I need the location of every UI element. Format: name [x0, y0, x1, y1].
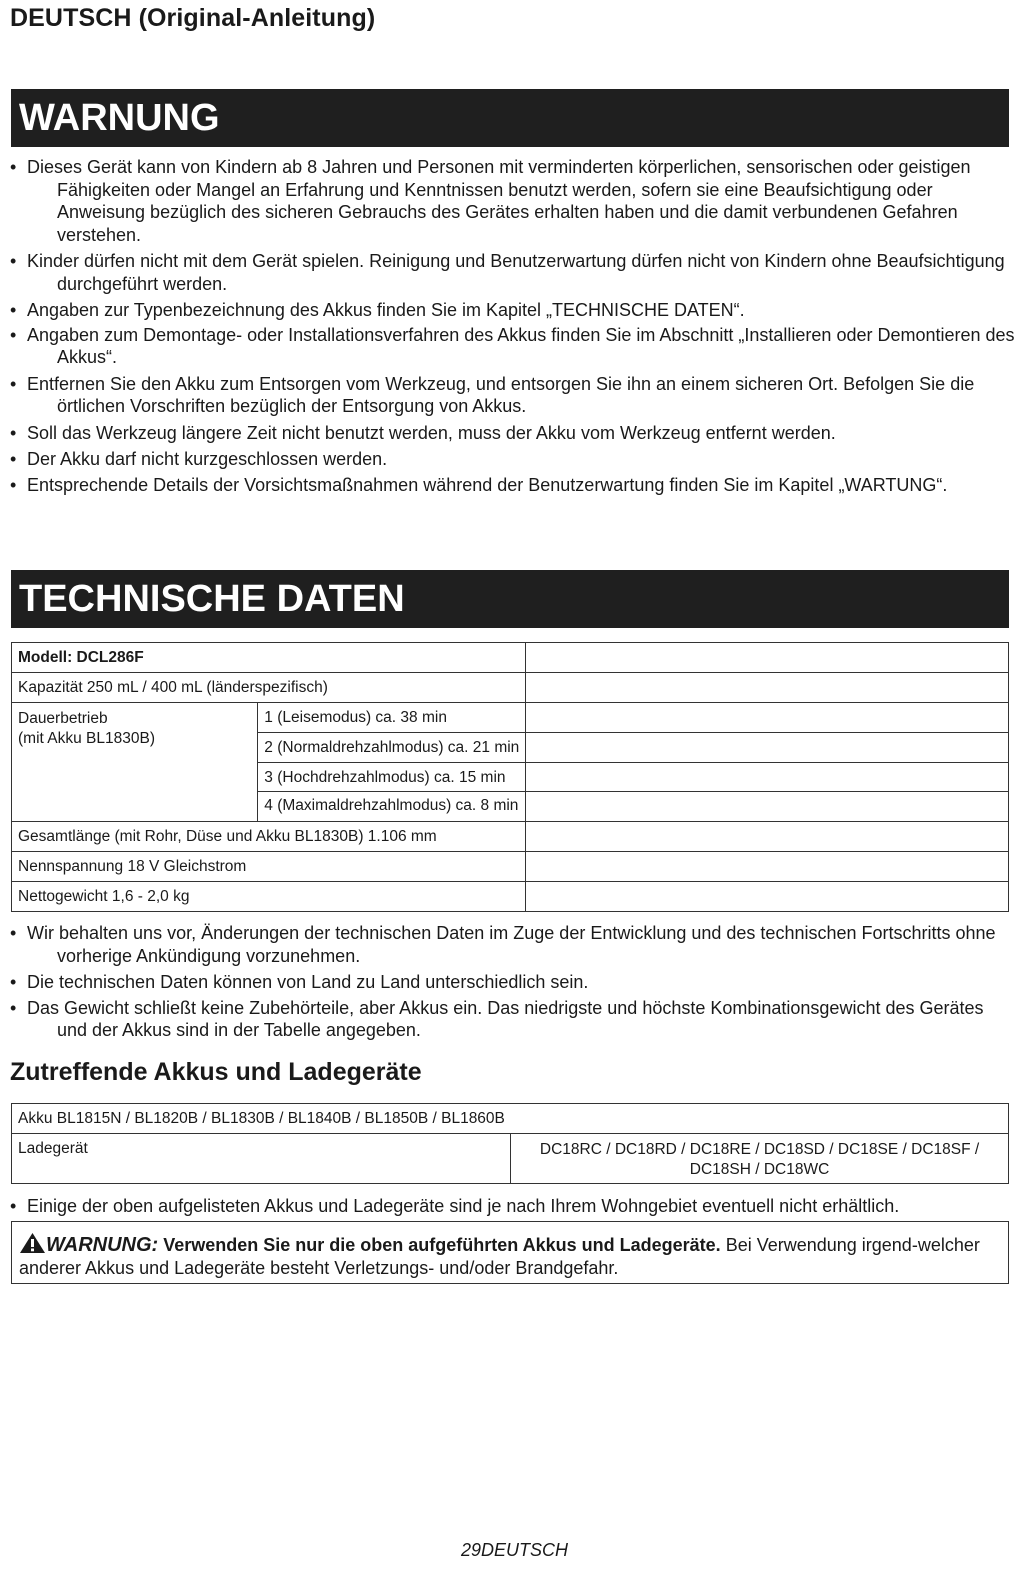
spec-empty-cell — [526, 703, 1009, 733]
warning-label: WARNUNG: — [46, 1234, 159, 1256]
spec-continuous-label — [12, 703, 258, 822]
spec-continuous-title: Dauerbetrieb — [18, 710, 108, 727]
list-item: • Angaben zur Typenbezeichnung des Akkus finden Sie im Kapitel „TECHNISCHE DATEN“. — [10, 299, 1015, 322]
charger-label: Ladegerät — [12, 1134, 511, 1184]
warning-bold-text: Verwenden Sie nur die oben aufgeführten Akkus und Ladegeräte. — [163, 1235, 721, 1255]
warning-heading-text: WARNUNG — [19, 96, 220, 139]
warning-box — [11, 1221, 1009, 1284]
spec-weight: Nettogewicht 1,6 - 2,0 kg — [12, 882, 526, 912]
spec-model: Modell: DCL286F — [12, 643, 526, 673]
page-number: 29DEUTSCH — [460, 1540, 569, 1560]
tech-notes-list — [10, 922, 1015, 1042]
spec-mode: 3 (Hochdrehzahlmodus) ca. 15 min — [258, 763, 526, 792]
spec-mode: 2 (Normaldrehzahlmodus) ca. 21 min — [258, 733, 526, 763]
warning-heading — [11, 89, 1009, 147]
spec-continuous-subtitle: (mit Akku BL1830B) — [18, 730, 155, 747]
tech-data-heading-text: TECHNISCHE DATEN — [19, 577, 405, 620]
spec-table — [11, 642, 1009, 912]
list-item: • Soll das Werkzeug längere Zeit nicht benutzt werden, muss der Akku vom Werkzeug entfernt werden. — [10, 422, 1015, 445]
spec-empty-cell — [526, 763, 1009, 792]
warning-text: Bei Verwendung irgend-welcher anderer Akkus und Ladegeräte besteht Verletzungs- und/oder Brandgefahr. — [19, 1235, 980, 1278]
list-item: • Wir behalten uns vor, Änderungen der technischen Daten im Zuge der Entwicklung und des technischen Fortschritts ohne vorherige Ankündigung vorzunehmen. — [10, 922, 1015, 967]
list-item: • Kinder dürfen nicht mit dem Gerät spielen. Reinigung und Benutzerwartung dürfen nicht von Kindern ohne Beaufsichtigung durchgeführt werden. — [10, 250, 1015, 295]
spec-voltage: Nennspannung 18 V Gleichstrom — [12, 852, 526, 882]
list-item: • Entsprechende Details der Vorsichtsmaßnahmen während der Benutzerwartung finden Sie im Kapitel „WARTUNG“. — [10, 474, 1015, 497]
spec-mode: 1 (Leisemodus) ca. 38 min — [258, 703, 526, 733]
battery-table — [11, 1103, 1009, 1184]
list-item: • Angaben zum Demontage- oder Installationsverfahren des Akkus finden Sie im Abschnitt „Installieren oder Demontieren des Akkus“. — [10, 324, 1015, 369]
list-item: • Das Gewicht schließt keine Zubehörteile, aber Akkus ein. Das niedrigste und höchste Kombinationsgewicht des Gerätes und der Akkus sind in der Tabelle angegeben. — [10, 997, 1015, 1042]
warning-triangle-icon — [19, 1232, 46, 1254]
battery-models: Akku BL1815N / BL1820B / BL1830B / BL1840B / BL1850B / BL1860B — [12, 1104, 1009, 1134]
tech-data-heading — [11, 570, 1009, 628]
spec-empty-cell — [526, 822, 1009, 852]
spec-empty-cell — [526, 643, 1009, 673]
spec-mode: 4 (Maximaldrehzahlmodus) ca. 8 min — [258, 792, 526, 822]
list-item: • Dieses Gerät kann von Kindern ab 8 Jahren und Personen mit verminderten körperlichen, sensorischen oder geistigen Fähigkeiten oder Mangel an Erfahrung und Kenntnissen benutzt werden, sofern sie eine Beaufsichtigung oder Anweisung bezüglich des sicheren Gebrauchs des Gerätes erhalten haben und die damit verbundenen Gefahren verstehen. — [10, 156, 1015, 246]
list-item: • Einige der oben aufgelisteten Akkus und Ladegeräte sind je nach Ihrem Wohngebiet eventuell nicht erhältlich. — [10, 1195, 1015, 1218]
spec-empty-cell — [526, 673, 1009, 703]
list-item: • Die technischen Daten können von Land zu Land unterschiedlich sein. — [10, 971, 1015, 994]
spec-empty-cell — [526, 792, 1009, 822]
page-title: DEUTSCH (Original-Anleitung) — [10, 4, 376, 32]
spec-empty-cell — [526, 733, 1009, 763]
warning-list — [10, 156, 1015, 496]
spec-empty-cell — [526, 852, 1009, 882]
spec-empty-cell — [526, 882, 1009, 912]
charger-models — [511, 1134, 1009, 1184]
list-item: • Entfernen Sie den Akku zum Entsorgen vom Werkzeug, und entsorgen Sie ihn an einem sicheren Ort. Befolgen Sie die örtlichen Vorschriften bezüglich der Entsorgung von Akkus. — [10, 373, 1015, 418]
spec-length: Gesamtlänge (mit Rohr, Düse und Akku BL1830B) 1.106 mm — [12, 822, 526, 852]
spec-capacity: Kapazität 250 mL / 400 mL (länderspezifisch) — [12, 673, 526, 703]
list-item: • Der Akku darf nicht kurzgeschlossen werden. — [10, 448, 1015, 471]
batteries-heading: Zutreffende Akkus und Ladegeräte — [10, 1058, 422, 1086]
charger-models-line: DC18SH / DC18WC — [689, 1161, 830, 1178]
batteries-notes-list — [10, 1195, 1015, 1218]
charger-models-line: DC18RC / DC18RD / DC18RE / DC18SD / DC18SE / DC18SF / — [539, 1141, 980, 1158]
